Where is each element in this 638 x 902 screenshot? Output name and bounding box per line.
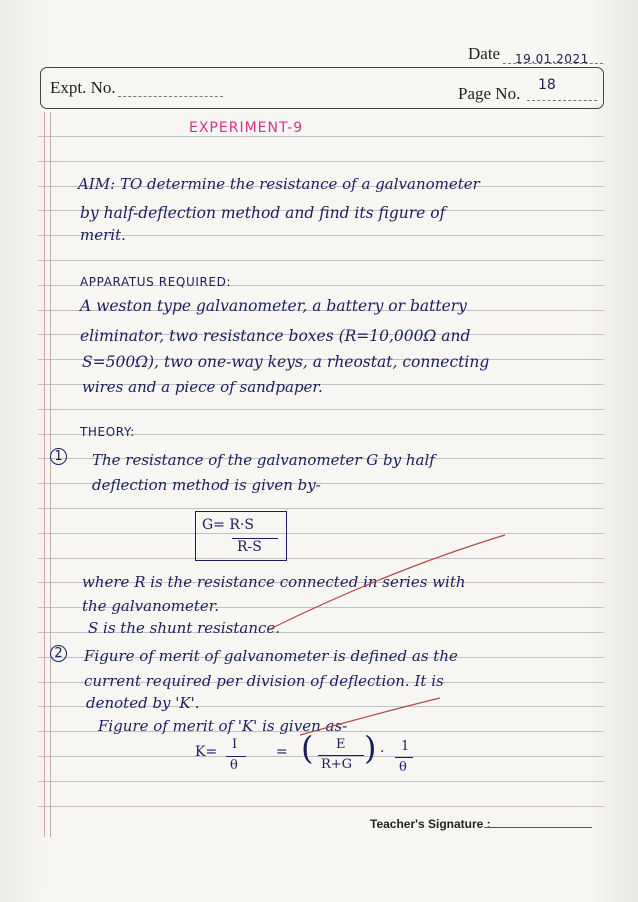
theory-1-line-1: The resistance of the galvanometer G by half <box>92 451 435 469</box>
apparatus-line-2: eliminator, two resistance boxes (R=10,000Ω and <box>80 327 471 345</box>
k-den-3: θ <box>399 760 407 775</box>
expt-no-label: Expt. No. <box>50 78 116 97</box>
apparatus-line-3: S=500Ω), two one-way keys, a rheostat, connecting <box>82 353 490 371</box>
date-label: Date <box>468 44 501 63</box>
formula-numerator: G= R·S <box>202 517 254 533</box>
red-stroke-1 <box>268 535 505 630</box>
apparatus-heading: APPARATUS REQUIRED: <box>80 275 232 289</box>
k-num-2: E <box>336 737 346 752</box>
red-stroke-2 <box>300 698 440 735</box>
theory-2-line-2: current required per division of deflection. It is <box>84 672 444 690</box>
where-line-3: S is the shunt resistance. <box>88 619 281 637</box>
aim-line-2: by half-deflection method and find its figure of <box>80 204 446 222</box>
theory-heading: THEORY: <box>80 425 135 439</box>
k-paren-open: ( <box>301 729 314 767</box>
k-paren-close: ) <box>364 729 377 767</box>
apparatus-line-1: A weston type galvanometer, a battery or battery <box>80 297 467 315</box>
aim-line-3: merit. <box>80 226 126 244</box>
experiment-title: EXPERIMENT-9 <box>189 120 304 136</box>
apparatus-line-4: wires and a piece of sandpaper. <box>82 378 323 396</box>
k-lhs: K= <box>195 744 218 760</box>
theory-2-line-4: Figure of merit of 'K' is given as- <box>98 717 348 735</box>
teacher-signature-label: Teacher's Signature : <box>370 817 491 831</box>
theory-2-line-3: denoted by 'K'. <box>86 694 200 712</box>
theory-2-line-1: Figure of merit of galvanometer is defined as the <box>84 647 458 665</box>
where-line-2: the galvanometer. <box>82 597 220 615</box>
item-1-number: 1 <box>50 448 67 465</box>
formula-denominator: R-S <box>237 539 262 555</box>
k-den-2: R+G <box>321 757 353 772</box>
k-num-1: I <box>232 737 238 752</box>
page-no-value: 18 <box>538 77 556 93</box>
where-line-1: where R is the resistance connected in series with <box>82 573 466 591</box>
k-equals: = <box>276 744 288 760</box>
k-multiply-dot: · <box>380 744 385 760</box>
date-value: 19.01.2021 <box>515 52 589 66</box>
item-2-number: 2 <box>50 645 67 662</box>
k-den-1: θ <box>230 758 238 773</box>
aim-line-1: AIM: TO determine the resistance of a galvanometer <box>78 175 480 193</box>
theory-1-line-2: deflection method is given by- <box>92 476 321 494</box>
page-no-label: Page No. <box>458 84 521 103</box>
k-num-3: 1 <box>401 739 410 754</box>
teacher-signature-line <box>484 827 592 828</box>
